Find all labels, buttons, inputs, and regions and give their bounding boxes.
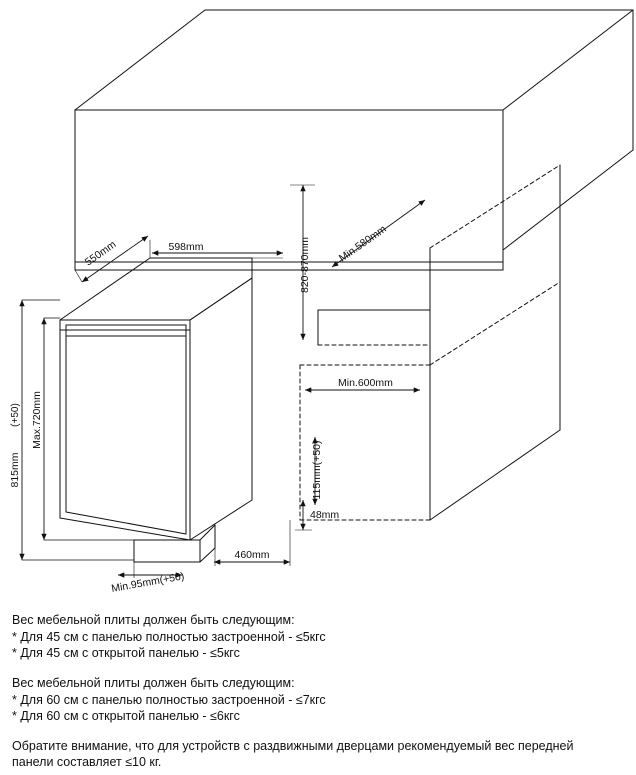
countertop-slab: [75, 10, 633, 270]
dimension-label-height-115: 115mm(+50): [311, 440, 323, 500]
note-60cm-line-2: * Для 60 см с панелью полностью застроенной - ≤7кгс: [12, 692, 326, 707]
note-45cm-line-3: * Для 45 см с открытой панелью - ≤5кгс: [12, 646, 240, 661]
note-60cm: [12, 675, 624, 725]
note-sliding-door-line-1: Обратите внимание, что для устройств с раздвижными дверцами рекомендуемый вес передней: [12, 738, 574, 753]
dimension-label-plus-50: (+50): [10, 403, 21, 427]
note-60cm-line-1: Вес мебельной плиты должен быть следующим:: [12, 675, 295, 690]
note-sliding-door: [12, 738, 624, 771]
dishwasher-body: [60, 258, 252, 540]
dimension-label-max-720: Max.720mm: [31, 391, 43, 449]
dimension-label-width-598: 598mm: [168, 241, 204, 253]
dimension-label-height-820-870: 820-870mm: [299, 236, 311, 294]
dimension-label-min-600: Min.600mm: [338, 377, 393, 389]
note-45cm-line-2: * Для 45 см с панелью полностью застроенной - ≤5кгс: [12, 629, 326, 644]
dimension-label-depth-550: 550mm: [82, 238, 119, 269]
dimension-label-height-48: 48mm: [310, 509, 340, 521]
note-45cm-line-1: Вес мебельной плиты должен быть следующим:: [12, 613, 295, 627]
dimension-label-height-815: 815mm: [9, 452, 21, 488]
dimension-label-min-580: Min.580mm: [336, 223, 389, 265]
notes-section: [12, 612, 624, 771]
cabinet-side-panel: [318, 165, 560, 520]
note-45cm: [12, 612, 624, 662]
dishwasher-plinth: [134, 525, 215, 562]
dimension-label-width-460: 460mm: [234, 549, 270, 561]
note-60cm-line-3: * Для 60 см с открытой панелью - ≤6кгс: [12, 709, 240, 724]
dimension-label-min-95: Min.95mm(+50): [110, 570, 186, 595]
note-sliding-door-line-2: панели составляет ≤10 кг.: [12, 755, 162, 770]
